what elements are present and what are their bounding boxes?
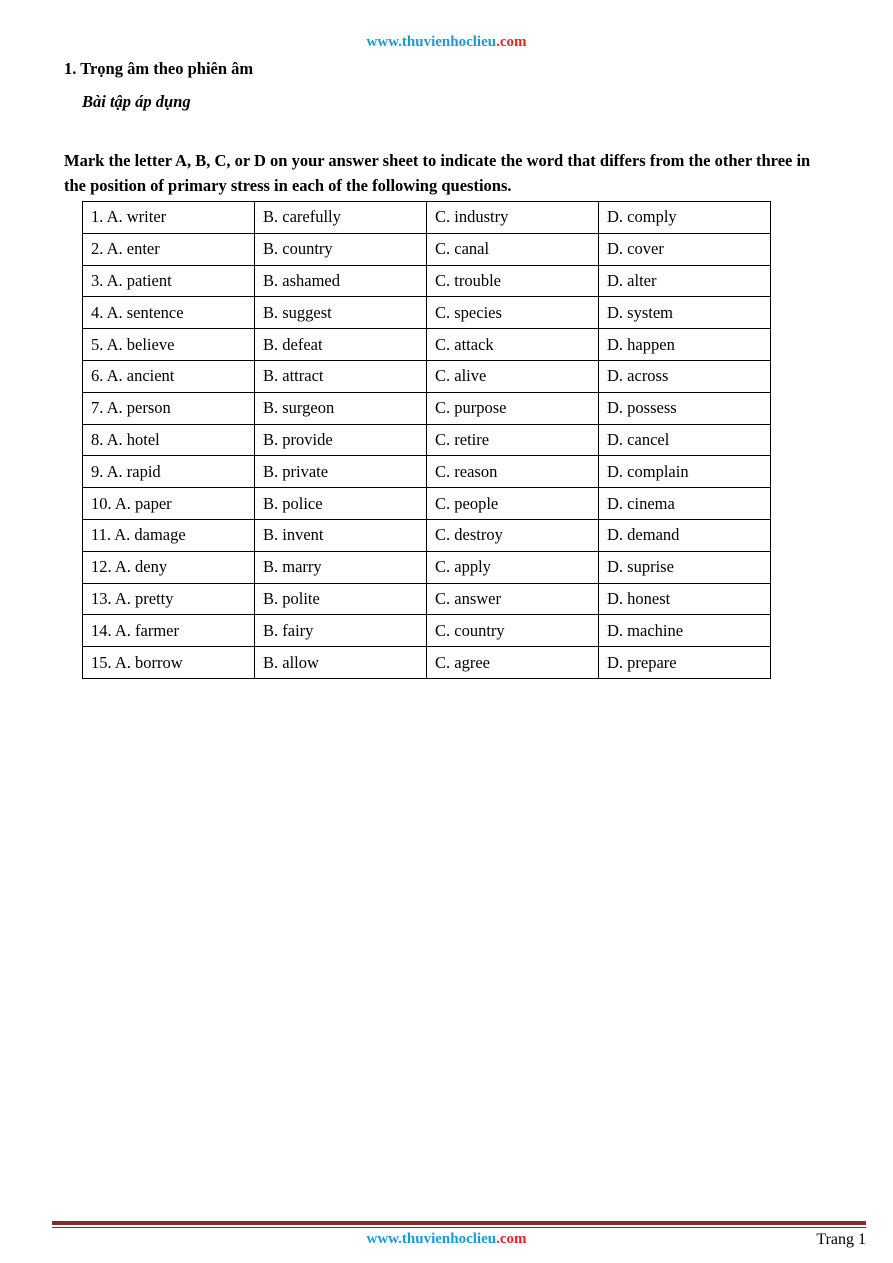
header-site-link[interactable] [0, 34, 893, 51]
answer-option-a: 2. A. enter [83, 233, 255, 265]
answer-option-a: 6. A. ancient [83, 360, 255, 392]
answer-option-b: B. marry [255, 551, 427, 583]
footer-site-link[interactable] [0, 1231, 893, 1248]
answer-option-b: B. country [255, 233, 427, 265]
answer-option-b: B. provide [255, 424, 427, 456]
footer-site-main: www.thuvienhoclieu [366, 1231, 497, 1247]
question-row [83, 265, 771, 297]
answer-option-c: C. agree [427, 647, 599, 679]
answer-option-d: D. comply [599, 202, 771, 234]
answer-option-c: C. retire [427, 424, 599, 456]
answer-option-a: 10. A. paper [83, 488, 255, 520]
exercise-subtitle: Bài tập áp dụng [82, 92, 191, 111]
answer-option-a: 5. A. believe [83, 329, 255, 361]
page-number: Trang 1 [816, 1231, 866, 1248]
answer-option-b: B. ashamed [255, 265, 427, 297]
answer-option-c: C. trouble [427, 265, 599, 297]
answer-option-a: 14. A. farmer [83, 615, 255, 647]
answer-option-a: 15. A. borrow [83, 647, 255, 679]
question-row [83, 360, 771, 392]
answer-option-c: C. apply [427, 551, 599, 583]
header-site-main: www.thuvienhoclieu [366, 34, 497, 50]
question-row [83, 519, 771, 551]
answer-option-a: 4. A. sentence [83, 297, 255, 329]
questions-table [82, 201, 771, 679]
question-row [83, 233, 771, 265]
answer-option-a: 3. A. patient [83, 265, 255, 297]
answer-option-c: C. species [427, 297, 599, 329]
answer-option-c: C. industry [427, 202, 599, 234]
answer-option-b: B. suggest [255, 297, 427, 329]
answer-option-c: C. alive [427, 360, 599, 392]
exercise-instruction: Mark the letter A, B, C, or D on your answer sheet to indicate the word that differs from the other three in the position of primary stress in each of the following questions. [64, 151, 811, 195]
answer-option-b: B. polite [255, 583, 427, 615]
answer-option-a: 13. A. pretty [83, 583, 255, 615]
question-row [83, 456, 771, 488]
answer-option-b: B. attract [255, 360, 427, 392]
question-row [83, 583, 771, 615]
answer-option-c: C. canal [427, 233, 599, 265]
header-site-tld: .com [496, 34, 527, 50]
answer-option-b: B. invent [255, 519, 427, 551]
question-row [83, 551, 771, 583]
answer-option-a: 12. A. deny [83, 551, 255, 583]
footer-divider-thin [52, 1227, 866, 1228]
question-row [83, 615, 771, 647]
answer-option-c: C. destroy [427, 519, 599, 551]
answer-option-b: B. surgeon [255, 392, 427, 424]
answer-option-d: D. complain [599, 456, 771, 488]
question-row [83, 297, 771, 329]
answer-option-d: D. alter [599, 265, 771, 297]
answer-option-d: D. happen [599, 329, 771, 361]
answer-option-d: D. machine [599, 615, 771, 647]
answer-option-b: B. defeat [255, 329, 427, 361]
answer-option-d: D. system [599, 297, 771, 329]
answer-option-d: D. cancel [599, 424, 771, 456]
answer-option-a: 8. A. hotel [83, 424, 255, 456]
question-row [83, 202, 771, 234]
answer-option-b: B. private [255, 456, 427, 488]
answer-option-c: C. answer [427, 583, 599, 615]
answer-option-d: D. demand [599, 519, 771, 551]
answer-option-a: 9. A. rapid [83, 456, 255, 488]
answer-option-b: B. fairy [255, 615, 427, 647]
question-row [83, 392, 771, 424]
answer-option-d: D. prepare [599, 647, 771, 679]
answer-option-c: C. attack [427, 329, 599, 361]
answer-option-d: D. cover [599, 233, 771, 265]
answer-option-a: 7. A. person [83, 392, 255, 424]
answer-option-c: C. purpose [427, 392, 599, 424]
answer-option-d: D. possess [599, 392, 771, 424]
answer-option-d: D. honest [599, 583, 771, 615]
question-row [83, 424, 771, 456]
answer-option-b: B. carefully [255, 202, 427, 234]
footer-divider [52, 1221, 866, 1225]
answer-option-d: D. across [599, 360, 771, 392]
answer-option-d: D. suprise [599, 551, 771, 583]
answer-option-c: C. country [427, 615, 599, 647]
answer-option-b: B. police [255, 488, 427, 520]
question-row [83, 329, 771, 361]
answer-option-c: C. people [427, 488, 599, 520]
answer-option-b: B. allow [255, 647, 427, 679]
question-row [83, 488, 771, 520]
answer-option-c: C. reason [427, 456, 599, 488]
section-title: 1. Trọng âm theo phiên âm [64, 59, 254, 78]
answer-option-a: 1. A. writer [83, 202, 255, 234]
answer-option-a: 11. A. damage [83, 519, 255, 551]
question-row [83, 647, 771, 679]
answer-option-d: D. cinema [599, 488, 771, 520]
footer-site-tld: .com [496, 1231, 527, 1247]
